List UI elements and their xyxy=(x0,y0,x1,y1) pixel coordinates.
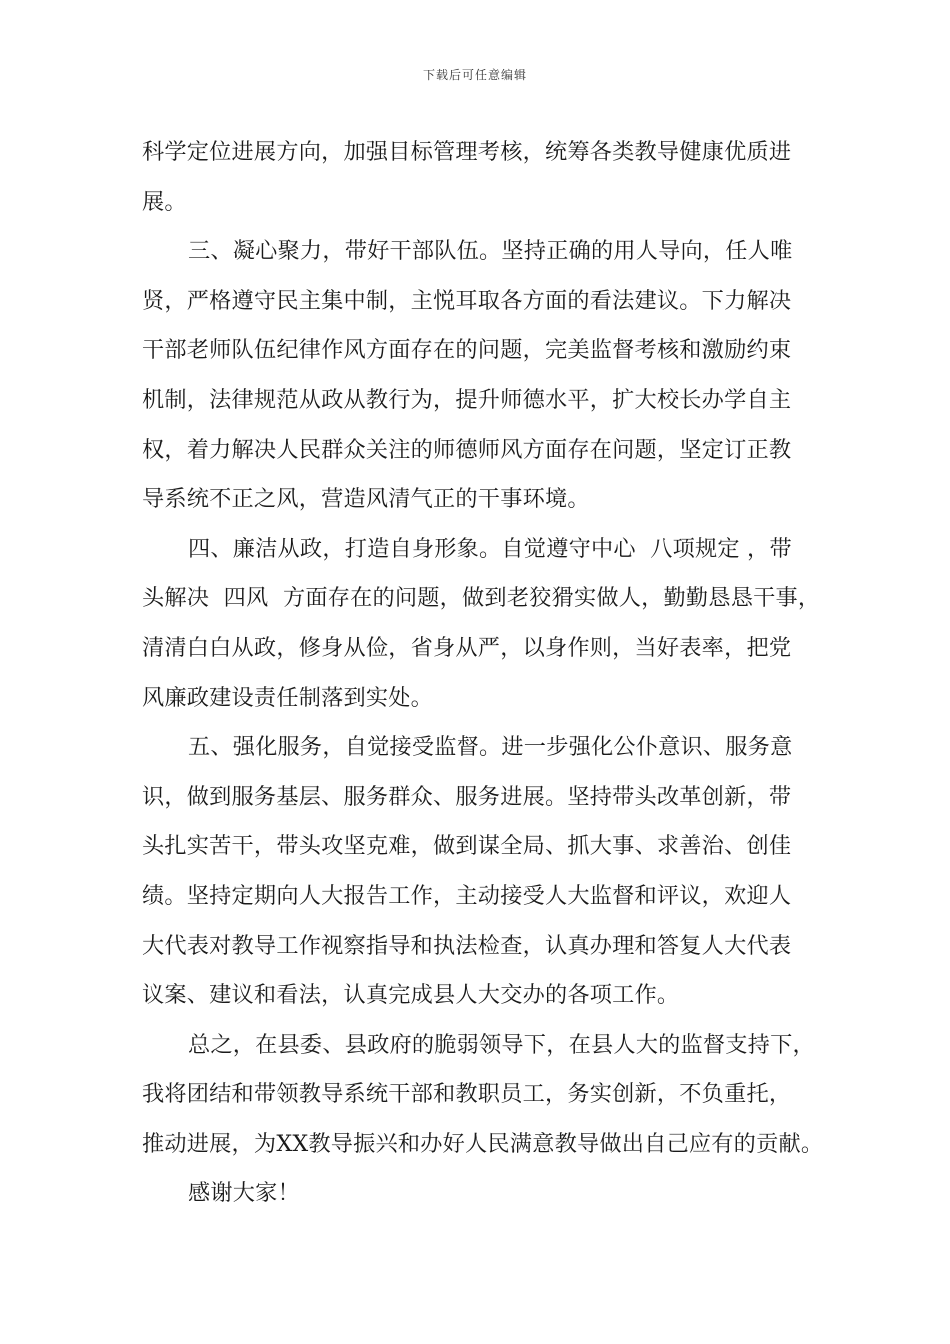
paragraph xyxy=(142,1021,832,1170)
text-line: 我将团结和带领教导系统干部和教职员工，务实创新，不负重托， xyxy=(142,1081,792,1108)
text-line: 机制，法律规范从政从教行为，提升师德水平，扩大校长办学自主 xyxy=(142,386,792,413)
text-line: 贤，严格遵守民主集中制，主悦耳取各方面的看法建议。下力解决 xyxy=(142,287,792,314)
text-line: 四、廉洁从政，打造自身形象。自觉遵守中心 八项规定 ，带 xyxy=(188,535,792,562)
text-line: 总之，在县委、县政府的脆弱领导下，在县人大的监督支持下， xyxy=(188,1031,815,1058)
closing-line: 感谢大家！ xyxy=(188,1180,300,1207)
text-line: 头解决 四风 方面存在的问题，做到老狡猾实做人，勤勤恳恳干事， xyxy=(142,585,821,612)
paragraph xyxy=(142,128,832,227)
text-line: 权，着力解决人民群众关注的师德师风方面存在问题，坚定订正教 xyxy=(142,436,792,463)
text-line: 推动进展，为XX教导振兴和办好人民满意教导做出自己应有的贡献。 xyxy=(142,1130,824,1157)
paragraph xyxy=(142,723,832,1021)
paragraph xyxy=(142,227,832,525)
text-line: 干部老师队伍纪律作风方面存在的问题，完美监督考核和激励约束 xyxy=(142,337,792,364)
text-line: 三、凝心聚力，带好干部队伍。坚持正确的用人导向，任人唯 xyxy=(188,238,793,265)
text-line: 绩。坚持定期向人大报告工作，主动接受人大监督和评议，欢迎人 xyxy=(142,882,792,909)
text-line: 科学定位进展方向，加强目标管理考核，统筹各类教导健康优质进 xyxy=(142,139,792,165)
text-line: 展。 xyxy=(142,188,187,215)
document-body xyxy=(142,128,832,1219)
paragraph xyxy=(142,525,832,723)
text-line: 清清白白从政，修身从俭，省身从严，以身作则，当好表率，把党 xyxy=(142,634,792,661)
paragraph xyxy=(142,1169,832,1219)
text-line: 识，做到服务基层、服务群众、服务进展。坚持带头改革创新，带 xyxy=(142,783,792,810)
text-line: 风廉政建设责任制落到实处。 xyxy=(142,684,434,711)
page-header: 下载后可任意编辑 xyxy=(422,68,527,82)
text-line: 议案、建议和看法，认真完成县人大交办的各项工作。 xyxy=(142,982,680,1009)
text-line: 五、强化服务，自觉接受监督。进一步强化公仆意识、服务意 xyxy=(188,734,793,761)
text-line: 导系统不正之风，营造风清气正的干事环境。 xyxy=(142,486,590,513)
text-line: 大代表对教导工作视察指导和执法检查，认真办理和答复人大代表 xyxy=(142,932,792,959)
text-line: 头扎实苦干，带头攻坚克难，做到谋全局、抓大事、求善治、创佳 xyxy=(142,833,792,860)
